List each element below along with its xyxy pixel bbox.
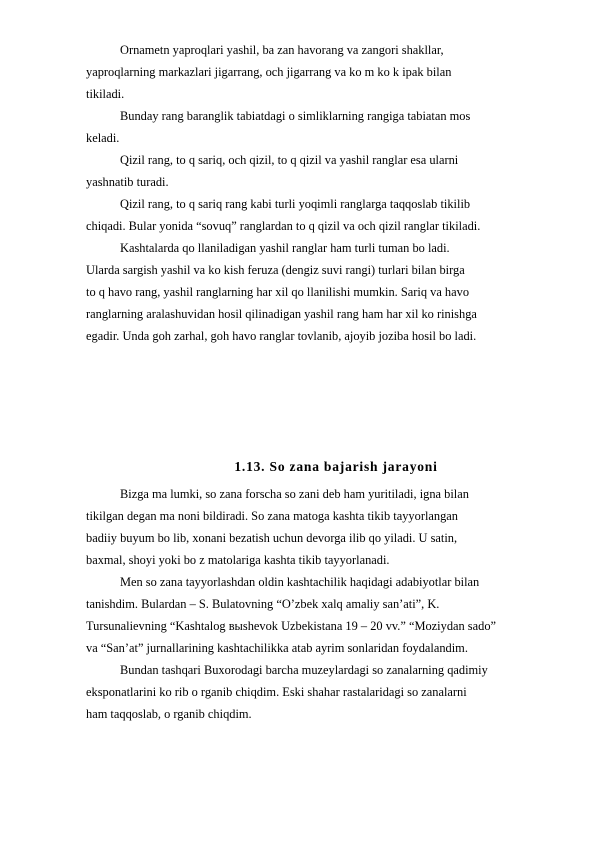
text-line: va “San’at” jurnallarining kashtachilikka atab ayrim sonlaridan foydalandim. <box>86 641 468 655</box>
text-line: Bizga ma lumki, so zana forscha so zani deb ham yuritiladi, igna bilan <box>120 487 469 501</box>
text-line: Bundan tashqari Buxorodagi barcha muzeylardagi so zanalarning qadimiy <box>120 663 488 677</box>
text-line: eksponatlarini ko rib o rganib chiqdim. Eski shahar rastalaridagi so zanalarni <box>86 685 467 699</box>
text-line: badiiy buyum bo lib, xonani bezatish uchun devorga ilib qo yiladi. U satin, <box>86 531 458 545</box>
text-line: Qizil rang, to q sariq, och qizil, to q qizil va yashil ranglar esa ularni <box>120 153 459 167</box>
text-line: Men so zana tayyorlashdan oldin kashtachilik haqidagi adabiyotlar bilan <box>120 575 480 589</box>
text-line: to q havo rang, yashil ranglarning har xil qo llanilishi mumkin. Sariq va havo <box>86 285 470 299</box>
text-block-top <box>86 39 554 347</box>
text-line: tanishdim. Bulardan – S. Bulatovning “O’zbek xalq amaliy san’ati”, K. <box>86 597 440 611</box>
text-line: Ularda sargish yashil va ko kish feruza (dengiz suvi rangi) turlari bilan birga <box>86 263 465 277</box>
section-heading: 1.13. So zana bajarish jarayoni <box>234 459 438 474</box>
text-line: Bunday rang baranglik tabiatdagi o simliklarning rangiga tabiatan mos <box>120 109 471 123</box>
text-line: keladi. <box>86 131 120 145</box>
text-line: baxmal, shoyi yoki bo z matolariga kashta tikib tayyorlanadi. <box>86 553 390 567</box>
text-line: yaproqlarning markazlari jigarrang, och jigarrang va ko m ko k ipak bilan <box>86 65 452 79</box>
text-line: yashnatib turadi. <box>86 175 169 189</box>
text-line: ham taqqoslab, o rganib chiqdim. <box>86 707 252 721</box>
text-line: Tursunalievning “Kashtalog выshevok Uzbekistana 19 – 20 vv.” “Moziydan sado” <box>86 619 497 633</box>
text-line: tikilgan degan ma noni bildiradi. So zana matoga kashta tikib tayyorlangan <box>86 509 458 523</box>
text-line: Ornametn yaproqlari yashil, ba zan havorang va zangori shakllar, <box>120 43 444 57</box>
text-line: egadir. Unda goh zarhal, goh havo ranglar tovlanib, ajoyib joziba hosil bo ladi. <box>86 329 477 343</box>
text-line: ranglarning aralashuvidan hosil qilinadigan yashil rang ham har xil ko rinishga <box>86 307 477 321</box>
text-line: tikiladi. <box>86 87 125 101</box>
text-block-bottom <box>86 483 554 725</box>
text-line: Qizil rang, to q sariq rang kabi turli yoqimli ranglarga taqqoslab tikilib <box>120 197 471 211</box>
text-line: chiqadi. Bular yonida “sovuq” ranglardan to q qizil va och qizil ranglar tikiladi. <box>86 219 481 233</box>
text-line: Kashtalarda qo llaniladigan yashil ranglar ham turli tuman bo ladi. <box>120 241 450 255</box>
